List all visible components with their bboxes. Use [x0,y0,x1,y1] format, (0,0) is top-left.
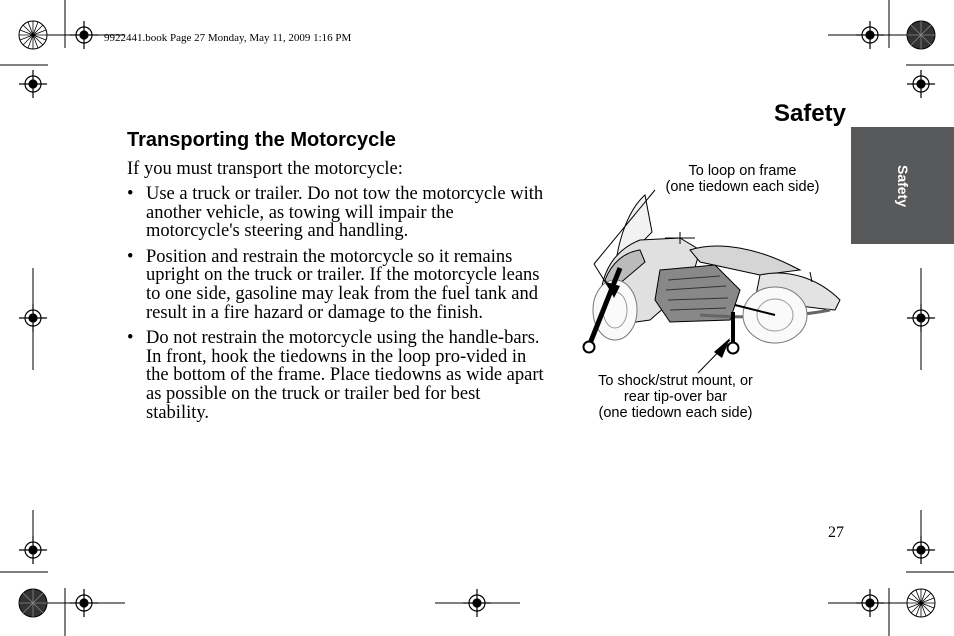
callout-line: (one tiedown each side) [598,405,753,421]
list-item [127,329,547,423]
bullet-icon: • [127,246,134,267]
callout-line: To shock/strut mount, or [598,373,753,389]
section-title: Safety [773,100,846,127]
bullet-icon: • [127,184,134,204]
callout-line: (one tiedown each side) [665,179,820,195]
callout-rear-tiedown [583,373,768,421]
bullet-list [127,185,547,429]
section-tab-label: Safety [894,164,911,207]
print-slug: 9922441.book Page 27 Monday, May 11, 2009 1:16 PM [104,32,352,44]
list-item [127,248,547,323]
page-number: 27 [828,524,844,541]
list-item-text: Use a truck or trailer. Do not tow the motorcycle with another vehicle, as towing will impair the motorcycle's steering and handling. [146,184,544,242]
callout-line: rear tip-over bar [623,389,728,405]
list-item-text: Do not restrain the motorcycle using the handle-bars. In front, hook the tiedowns in the loop pro-vided in the bottom of the frame. Place tiedowns as wide apart as possible on the truck or trailer bed for best stability. [146,327,544,423]
section-tab [851,127,954,244]
callout-line: To loop on frame [688,163,797,179]
bullet-icon: • [127,327,134,348]
list-item-text: Position and restrain the motorcycle so it remains upright on the truck or trailer. If the motorcycle leans to one side, gasoline may leak from the fuel tank and result in a fire hazard or damage to the finish. [146,246,540,323]
callout-front-tiedown [655,163,830,195]
page-heading: Transporting the Motorcycle [127,129,396,151]
intro-text: If you must transport the motorcycle: [127,159,403,179]
list-item [127,185,547,241]
